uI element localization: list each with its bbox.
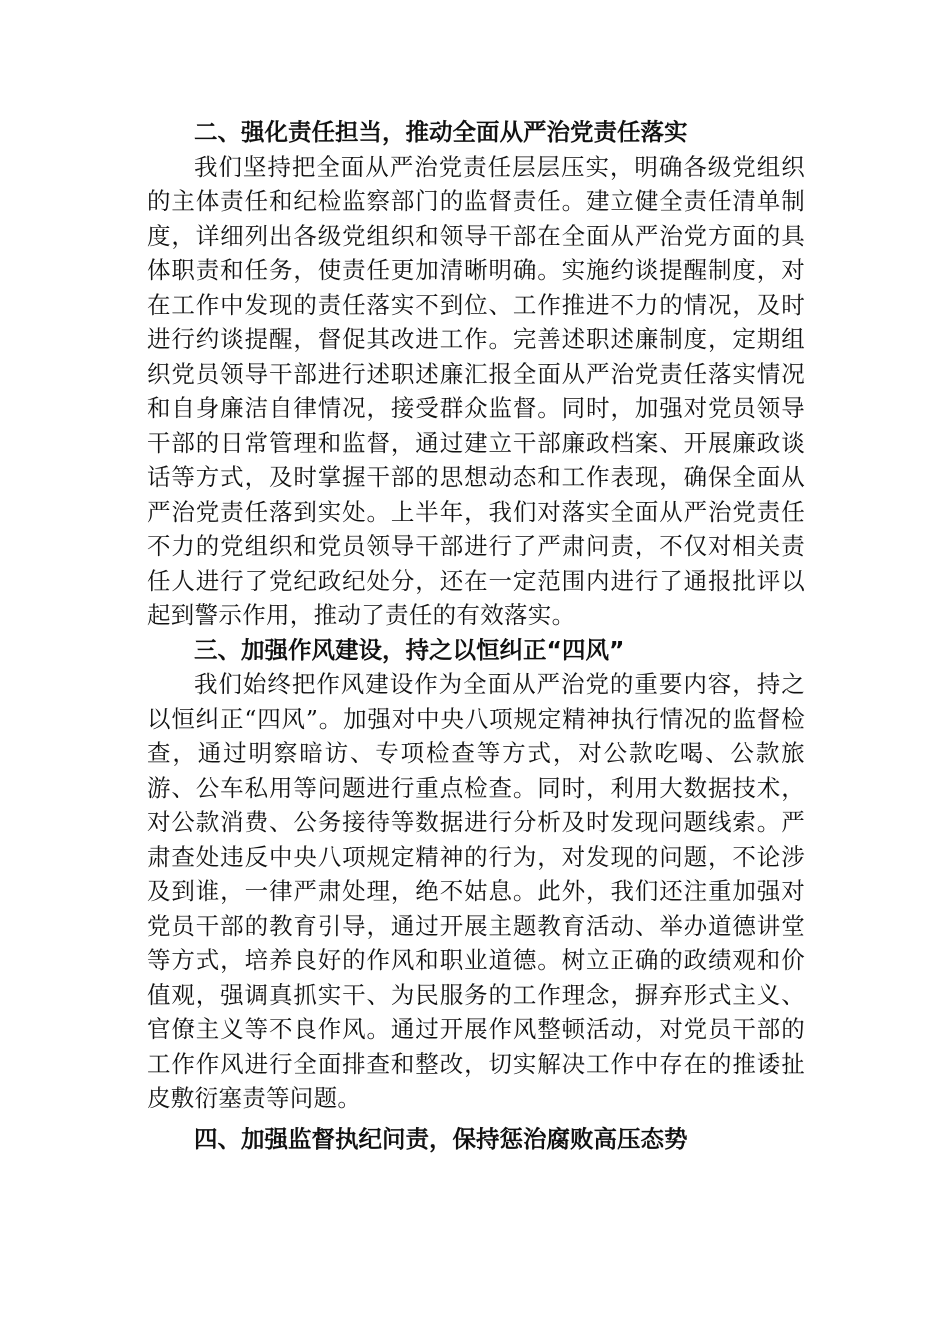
section-paragraph-2: 我们坚持把全面从严治党责任层层压实，明确各级党组织的主体责任和纪检监察部门的监督责任。建立健全责任清单制度，详细列出各级党组织和领导干部在全面从严治党方面的具体职责和任务，使责任更加清晰明确。实施约谈提醒制度，对在工作中发现的责任落实不到位、工作推进不力的情况，及时进行约谈提醒，督促其改进工作。完善述职述廉制度，定期组织党员领导干部进行述职述廉汇报全面从严治党责任落实情况和自身廉洁自律情况，接受群众监督。同时，加强对党员领导干部的日常管理和监督，通过建立干部廉政档案、开展廉政谈话等方式，及时掌握干部的思想动态和工作表现，确保全面从严治党责任落到实处。上半年，我们对落实全面从严治党责任不力的党组织和党员领导干部进行了严肃问责，不仅对相关责任人进行了党纪政纪处分，还在一定范围内进行了通报批评以起到警示作用，推动了责任的有效落实。: [147, 152, 805, 629]
section-heading-3: 三、加强作风建设，持之以恒纠正“四风”: [194, 635, 625, 664]
section-heading-2: 二、强化责任担当，推动全面从严治党责任落实: [194, 118, 688, 146]
section-heading-4: 四、加强监督执纪问责，保持惩治腐败高压态势: [194, 1124, 688, 1153]
document-body: [147, 115, 805, 1156]
section-paragraph-3: 我们始终把作风建设作为全面从严治党的重要内容，持之以恒纠正“四风”。加强对中央八项规定精神执行情况的监督检查，通过明察暗访、专项检查等方式，对公款吃喝、公款旅游、公车私用等问题进行重点检查。同时，利用大数据技术，对公款消费、公务接待等数据进行分析及时发现问题线索。严肃查处违反中央八项规定精神的行为，对发现的问题，不论涉及到谁，一律严肃处理，绝不姑息。此外，我们还注重加强对党员干部的教育引导，通过开展主题教育活动、举办道德讲堂等方式，培养良好的作风和职业道德。树立正确的政绩观和价值观，强调真抓实干、为民服务的工作理念，摒弃形式主义、官僚主义等不良作风。通过开展作风整顿活动，对党员干部的工作作风进行全面排查和整改，切实解决工作中存在的推诿扯皮敷衍塞责等问题。: [147, 670, 805, 1112]
